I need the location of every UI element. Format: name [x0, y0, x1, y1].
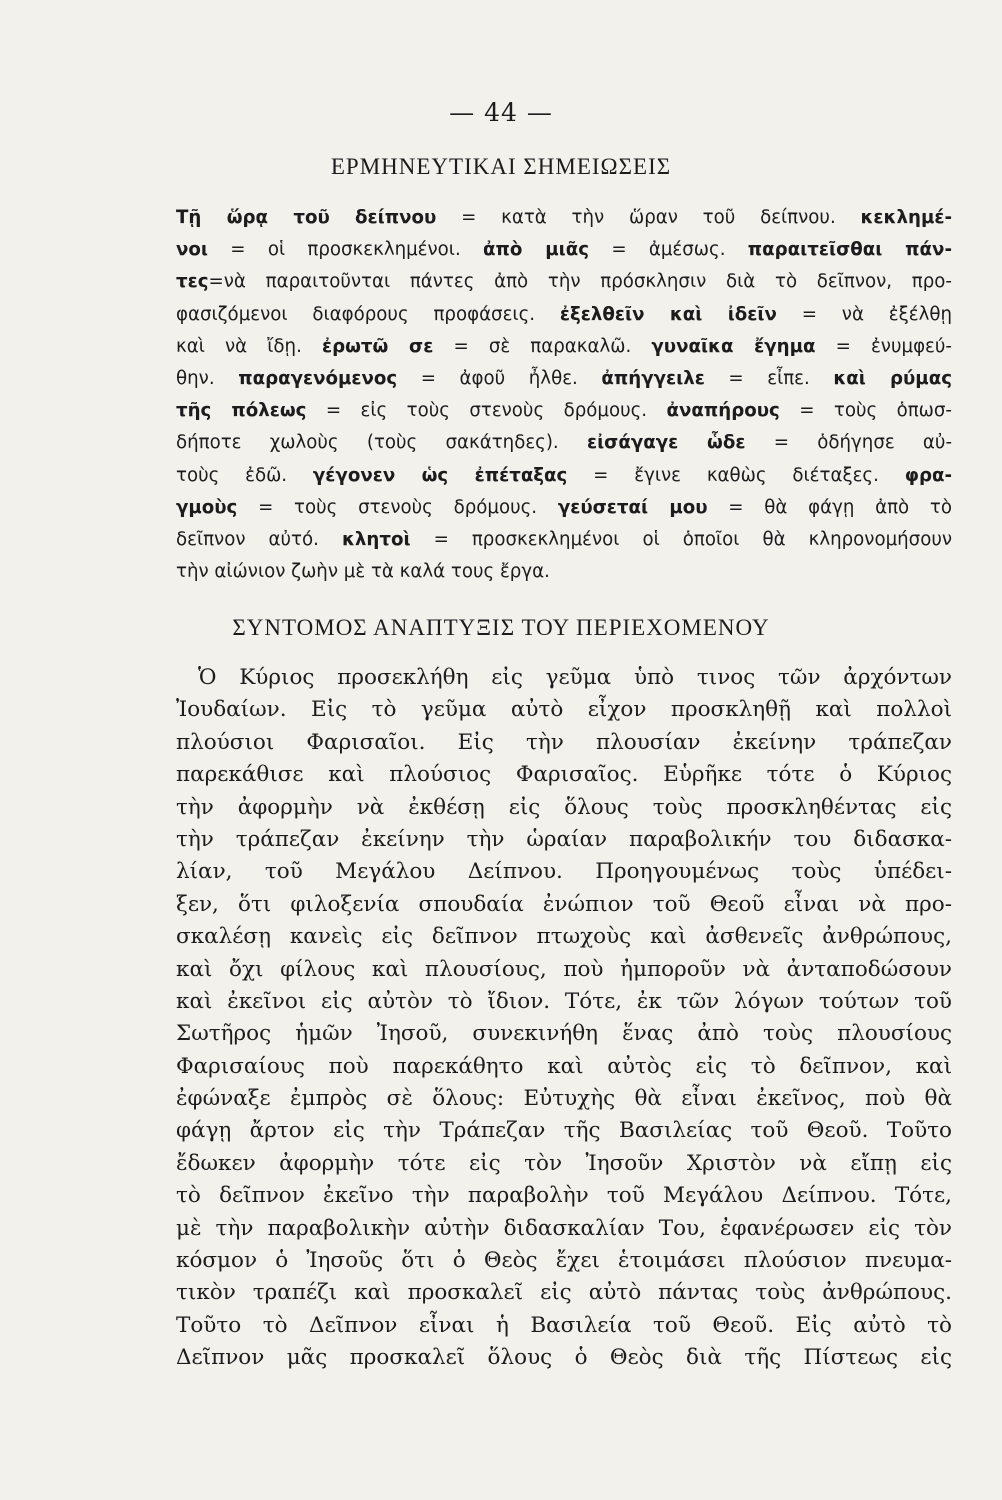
note-definition: = προσκεκλημένοι οἱ ὁποῖοι θὰ κληρονομήσουν [410, 528, 952, 550]
note-term: φρα- [904, 464, 952, 486]
note-definition: φασιζόμενοι διαφόρους προφάσεις. [176, 303, 560, 325]
note-term: γεύσεταί μου [557, 496, 708, 518]
body-line: ξεν, ὅτι φιλοξενία σπουδαία ἐνώπιον τοῦ Θεοῦ εἶναι νὰ προ- [176, 891, 952, 917]
body-line: Ὁ Κύριος προσεκλήθη εἰς γεῦμα ὑπὸ τινος τῶν ἀρχόντων [198, 665, 952, 690]
note-definition: = θὰ φάγῃ ἀπὸ τὸ [707, 496, 952, 518]
notes-line [176, 234, 952, 266]
body-line: παρεκάθισε καὶ πλούσιος Φαρισαῖος. Εὑρῆκε τότε ὁ Κύριος [176, 762, 952, 788]
body-line: καὶ ἐκεῖνοι εἰς αὐτὸν τὸ ἴδιον. Τότε, ἐκ τῶν λόγων τούτων τοῦ [176, 988, 952, 1014]
note-definition: = κατὰ τὴν ὥραν τοῦ δείπνου. [436, 207, 861, 228]
note-definition: θην. [176, 367, 239, 389]
note-definition: τὴν αἰώνιον ζωὴν μὲ τὰ καλά τους ἔργα. [176, 561, 550, 583]
note-definition: τοὺς ἐδῶ. [176, 464, 313, 486]
explanatory-notes [176, 202, 952, 588]
body-line: Σωτῆρος ἡμῶν Ἰησοῦ, συνεκινήθη ἕνας ἀπὸ τοὺς πλουσίους [176, 1021, 952, 1047]
notes-line [176, 331, 952, 363]
note-term: ἀναπήρους [666, 400, 780, 422]
note-definition: καὶ νὰ ἴδῃ. [176, 335, 322, 357]
note-definition: = εἶπε. [704, 367, 834, 389]
note-term: ἐρωτῶ σε [321, 335, 434, 357]
notes-line [176, 492, 952, 524]
summary-text [176, 662, 952, 1375]
notes-line [176, 556, 952, 588]
body-line: τὴν τράπεζαν ἐκείνην τὴν ὡραίαν παραβολικήν του διδασκα- [176, 826, 952, 852]
section-title-notes: ΕΡΜΗΝΕΥΤΙΚΑΙ ΣΗΜΕΙΩΣΕΙΣ [330, 154, 672, 179]
notes-line [176, 266, 952, 298]
note-definition: = ἀμέσως. [589, 239, 748, 261]
notes-line [176, 363, 952, 395]
section-title-summary: ΣΥΝΤΟΜΟΣ ΑΝΑΠΤΥΞΙΣ ΤΟΥ ΠΕΡΙΕΧΟΜΕΝΟΥ [232, 615, 770, 640]
body-line: Ἰουδαίων. Εἰς τὸ γεῦμα αὐτὸ εἶχον προσκληθῇ καὶ πολλοὶ [176, 697, 952, 723]
note-term: παραγενόμενος [238, 367, 398, 389]
note-term: Τῇ ὥρᾳ τοῦ δείπνου [176, 207, 437, 228]
note-term: γμοὺς [176, 496, 238, 518]
body-line: μὲ τὴν παραβολικὴν αὐτὴν διδασκαλίαν Του, ἐφανέρωσεν εἰς τὸν [176, 1215, 952, 1241]
note-term: κεκλημέ- [860, 207, 952, 228]
body-line: καὶ ὄχι φίλους καὶ πλουσίους, ποὺ ἠμποροῦν νὰ ἀνταποδώσουν [176, 956, 952, 982]
note-term: γυναῖκα ἔγημα [651, 335, 816, 357]
body-line: πλούσιοι Φαρισαῖοι. Εἰς τὴν πλουσίαν ἐκείνην τράπεζαν [176, 729, 952, 755]
note-definition: = τοὺς ὁπωσ- [779, 400, 952, 422]
note-definition: = ὁδήγησε αὐ- [745, 432, 952, 454]
body-line: Φαρισαίους ποὺ παρεκάθητο καὶ αὐτὸς εἰς τὸ δεῖπνον, καὶ [176, 1053, 952, 1079]
body-line: λίαν, τοῦ Μεγάλου Δείπνου. Προηγουμένως τοὺς ὑπέδει- [176, 859, 952, 885]
body-line: σκαλέσῃ κανεὶς εἰς δεῖπνον πτωχοὺς καὶ ἀσθενεῖς ἀνθρώπους, [176, 924, 952, 950]
note-definition: δήποτε χωλοὺς (τοὺς σακάτηδες). [176, 432, 587, 454]
note-term: νοι [176, 239, 208, 261]
note-definition: = σὲ παρακαλῶ. [433, 335, 652, 357]
note-term: ἐξελθεῖν καὶ ἰδεῖν [559, 303, 777, 325]
page-number: — 44 — [449, 98, 553, 127]
notes-line [176, 524, 952, 556]
body-line: κόσμον ὁ Ἰησοῦς ὅτι ὁ Θεὸς ἔχει ἑτοιμάσει πλούσιον πνευμα- [176, 1248, 952, 1274]
note-term: ἀπὸ μιᾶς [483, 239, 590, 261]
note-definition: = οἱ προσκεκλημένοι. [207, 239, 484, 261]
notes-line [176, 202, 952, 234]
note-definition: = ἀφοῦ ἦλθε. [397, 367, 602, 389]
note-term: παραιτεῖσθαι πάν- [747, 239, 952, 261]
note-definition: = εἰς τοὺς στενοὺς δρόμους. [306, 400, 667, 422]
body-line: Δεῖπνον μᾶς προσκαλεῖ ὅλους ὁ Θεὸς διὰ τῆς Πίστεως εἰς [176, 1345, 952, 1371]
body-line: τὴν ἀφορμὴν νὰ ἐκθέσῃ εἰς ὅλους τοὺς προσκληθέντας εἰς [176, 794, 952, 820]
body-line: Τοῦτο τὸ Δεῖπνον εἶναι ἡ Βασιλεία τοῦ Θεοῦ. Εἰς αὐτὸ τὸ [176, 1312, 952, 1338]
body-line: τὸ δεῖπνον ἐκεῖνο τὴν παραβολὴν τοῦ Μεγάλου Δείπνου. Τότε, [176, 1183, 952, 1209]
body-line: ἔδωκεν ἀφορμὴν τότε εἰς τὸν Ἰησοῦν Χριστὸν νὰ εἴπῃ εἰς [176, 1150, 952, 1176]
note-definition: = νὰ ἐξέλθῃ [776, 303, 952, 325]
notes-line [176, 460, 952, 492]
note-definition: =νὰ παραιτοῦνται πάντες ἀπὸ τὴν πρόσκλησιν διὰ τὸ δεῖπνον, προ- [208, 271, 952, 293]
note-definition: = τοὺς στενοὺς δρόμους. [237, 496, 558, 518]
note-definition: δεῖπνον αὐτό. [176, 528, 342, 550]
notes-line [176, 395, 952, 427]
notes-line [176, 427, 952, 459]
body-line: ἐφώναξε ἐμπρὸς σὲ ὅλους: Εὐτυχὴς θὰ εἶναι ἐκεῖνος, ποὺ θὰ [176, 1086, 952, 1112]
note-definition: = ἐνυμφεύ- [815, 335, 952, 357]
note-term: τῆς πόλεως [176, 400, 307, 422]
note-term: εἰσάγαγε ὧδε [586, 432, 746, 454]
note-term: κλητοὶ [341, 528, 411, 550]
notes-line [176, 299, 952, 331]
note-term: ἀπήγγειλε [601, 367, 705, 389]
body-line: φάγῃ ἄρτον εἰς τὴν Τράπεζαν τῆς Βασιλείας τοῦ Θεοῦ. Τοῦτο [176, 1118, 952, 1144]
note-term: γέγονεν ὡς ἐπέταξας [312, 464, 568, 486]
note-definition: = ἔγινε καθὼς διέταξες. [567, 464, 905, 486]
note-term: καὶ ρύμας [833, 367, 952, 389]
note-term: τες [176, 271, 209, 293]
body-line: τικὸν τραπέζι καὶ προσκαλεῖ εἰς αὐτὸ πάντας τοὺς ἀνθρώπους. [176, 1280, 952, 1306]
